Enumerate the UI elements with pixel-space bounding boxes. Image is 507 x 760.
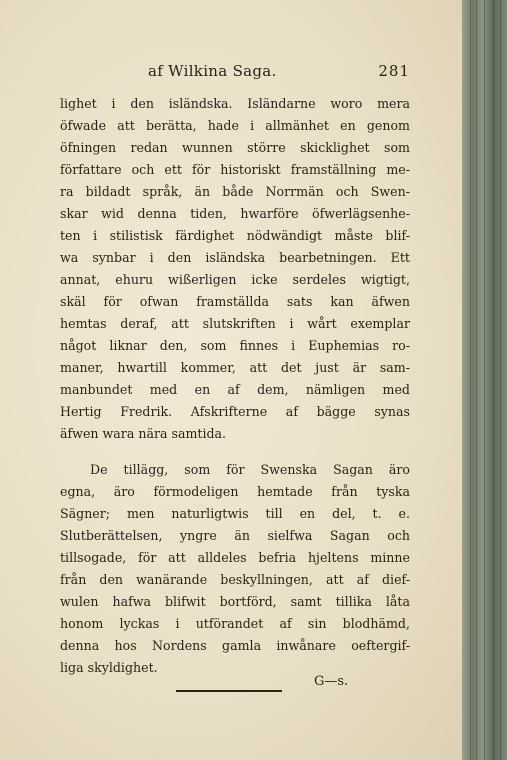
text-line: honom lyckas i utförandet af sin blodhämd, — [60, 616, 410, 631]
text-line: wa synbar i den isländska bearbetningen. Ett — [60, 250, 410, 265]
text-line: öfningen redan wunnen större skicklighet som — [60, 140, 410, 155]
text-line: skäl för ofwan framställda sats kan äfwen — [60, 294, 410, 309]
text-line: egna, äro förmodeligen hemtade från tyska — [60, 484, 410, 499]
text-line: maner, hwartill kommer, att det just är sam- — [60, 360, 410, 375]
paragraph-2 — [60, 459, 410, 679]
text-line: ra bildadt språk, än både Norrmän och Swen- — [60, 184, 410, 199]
text-line: skar wid denna tiden, hwarföre öfwerlägsenhe- — [60, 206, 410, 221]
text-line: denna hos Nordens gamla inwånare oeftergif- — [60, 638, 410, 653]
text-line: hemtas deraf, att slutskriften i wårt exemplar — [60, 316, 410, 331]
page-number: 281 — [378, 62, 410, 80]
signature: G—s. — [314, 674, 349, 689]
body-text — [60, 93, 410, 679]
closing-rule — [176, 690, 282, 692]
text-line: från den wanärande beskyllningen, att af dief- — [60, 572, 410, 587]
text-line: annat, ehuru wißerligen icke serdeles wigtigt, — [60, 272, 410, 287]
paragraph-1 — [60, 93, 410, 445]
text-line: wulen hafwa blifwit bortförd, samt tillika låta — [60, 594, 410, 609]
running-head: af Wilkina Saga. — [148, 62, 277, 80]
text-line: författare och ett för historiskt framställning me- — [60, 162, 410, 177]
text-line: något liknar den, som finnes i Euphemias ro- — [60, 338, 410, 353]
text-line: liga skyldighet. — [60, 660, 158, 675]
text-line: ten i stilistisk färdighet nödwändigt måste blif- — [60, 228, 410, 243]
page-edge — [462, 0, 507, 760]
page-header — [60, 62, 410, 82]
text-line: öfwade att berätta, hade i allmänhet en genom — [60, 118, 410, 133]
text-line: tillsogade, för att alldeles befria hjeltens minne — [60, 550, 410, 565]
text-line: Sägner; men naturligtwis till en del, t. e. — [60, 506, 410, 521]
text-line: De tillägg, som för Swenska Sagan äro — [90, 462, 410, 477]
text-line: Slutberättelsen, yngre än sielfwa Sagan och — [60, 528, 410, 543]
text-line: Hertig Fredrik. Afskrifterne af bägge synas — [60, 404, 410, 419]
text-line: äfwen wara nära samtida. — [60, 426, 227, 441]
text-line: manbundet med en af dem, nämligen med — [60, 382, 410, 397]
text-line: lighet i den isländska. Isländarne woro mera — [60, 96, 410, 111]
